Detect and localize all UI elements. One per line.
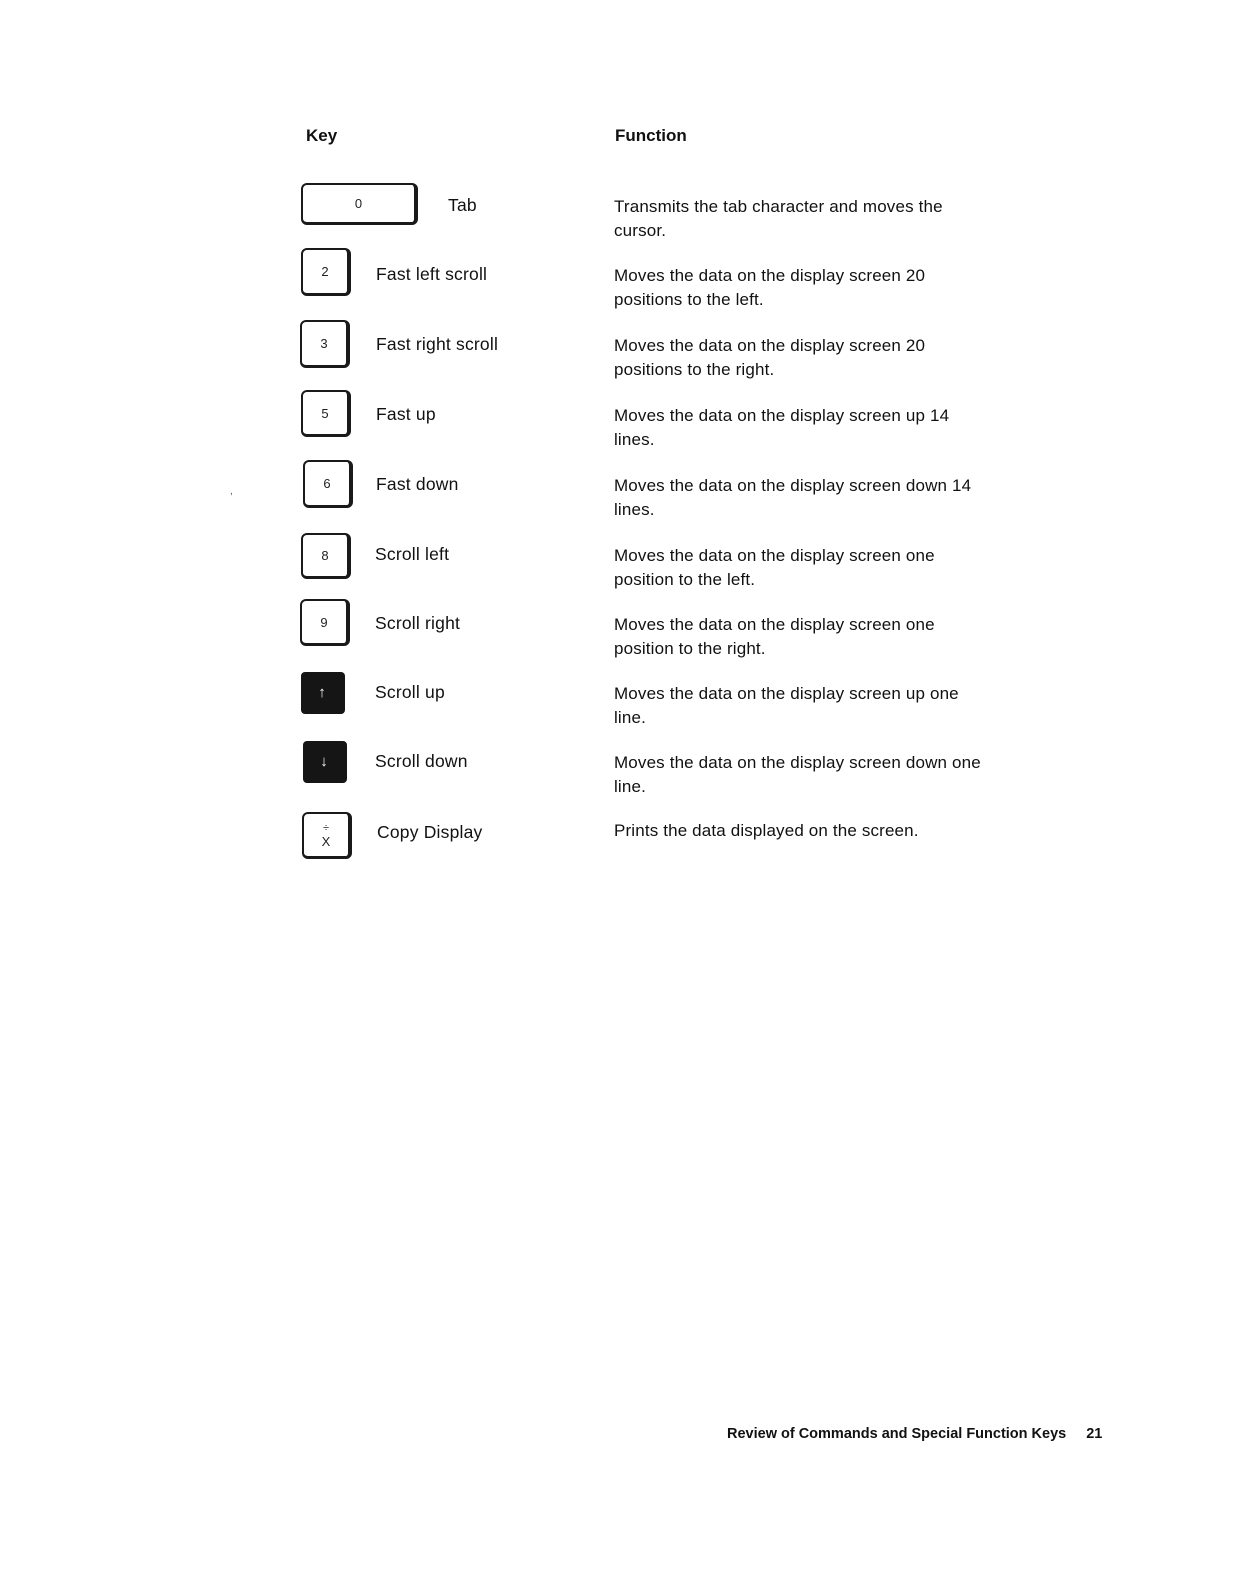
key-name: Tab <box>448 195 477 215</box>
scan-mark: , <box>230 486 233 497</box>
key-name: Fast up <box>376 404 436 424</box>
copy-display-keycap <box>302 812 352 859</box>
keycap-label: 2 <box>321 264 329 279</box>
keycap-label: 9 <box>320 614 328 630</box>
key-description: Moves the data on the display screen 20 positions to the right. <box>614 336 926 379</box>
page-number: 21 <box>1086 1426 1103 1442</box>
scroll-up-keycap <box>301 672 345 714</box>
fast-down-keycap <box>303 460 353 508</box>
down-arrow-icon: ↓ <box>320 753 328 770</box>
key-description: Moves the data on the display screen up 14 lines. <box>614 406 950 449</box>
key-name: Fast left scroll <box>376 264 488 284</box>
multiply-icon: X <box>321 834 331 849</box>
key-name: Fast right scroll <box>376 334 499 354</box>
scroll-left-keycap <box>301 533 351 579</box>
footer-title: Review of Commands and Special Function Keys <box>727 1426 1067 1442</box>
function-column-header: Function <box>615 126 687 145</box>
key-description: Moves the data on the display screen one position to the left. <box>614 546 935 589</box>
key-name: Scroll down <box>375 751 468 771</box>
key-description: Transmits the tab character and moves the cursor. <box>614 197 943 240</box>
fast-up-keycap <box>301 390 351 437</box>
keycap-label: 6 <box>323 476 331 491</box>
key-name: Scroll right <box>375 613 461 633</box>
key-column-header: Key <box>306 126 338 145</box>
fast-right-scroll-keycap <box>300 320 350 368</box>
key-description: Prints the data displayed on the screen. <box>614 821 919 840</box>
key-description: Moves the data on the display screen down 14 lines. <box>614 476 972 519</box>
key-description: Moves the data on the display screen down one line. <box>614 753 981 796</box>
scroll-right-keycap <box>300 599 350 646</box>
tab-keycap <box>301 183 418 225</box>
key-name: Scroll up <box>375 682 445 702</box>
keycap-label: 3 <box>320 336 328 351</box>
key-name: Scroll left <box>375 544 450 564</box>
key-name: Copy Display <box>377 822 483 842</box>
page-footer <box>727 1426 1102 1442</box>
divide-icon: ÷ <box>322 822 330 834</box>
fast-left-scroll-keycap <box>301 248 351 296</box>
key-name: Fast down <box>376 474 459 494</box>
up-arrow-icon: ↑ <box>318 684 326 701</box>
keycap-label: 8 <box>321 548 329 563</box>
scroll-down-keycap <box>303 741 347 783</box>
key-description: Moves the data on the display screen 20 positions to the left. <box>614 266 926 309</box>
keycap-label: 0 <box>354 196 363 211</box>
key-description: Moves the data on the display screen up one line. <box>614 684 959 727</box>
key-description: Moves the data on the display screen one position to the right. <box>614 615 935 658</box>
keycap-label: 5 <box>321 405 329 421</box>
